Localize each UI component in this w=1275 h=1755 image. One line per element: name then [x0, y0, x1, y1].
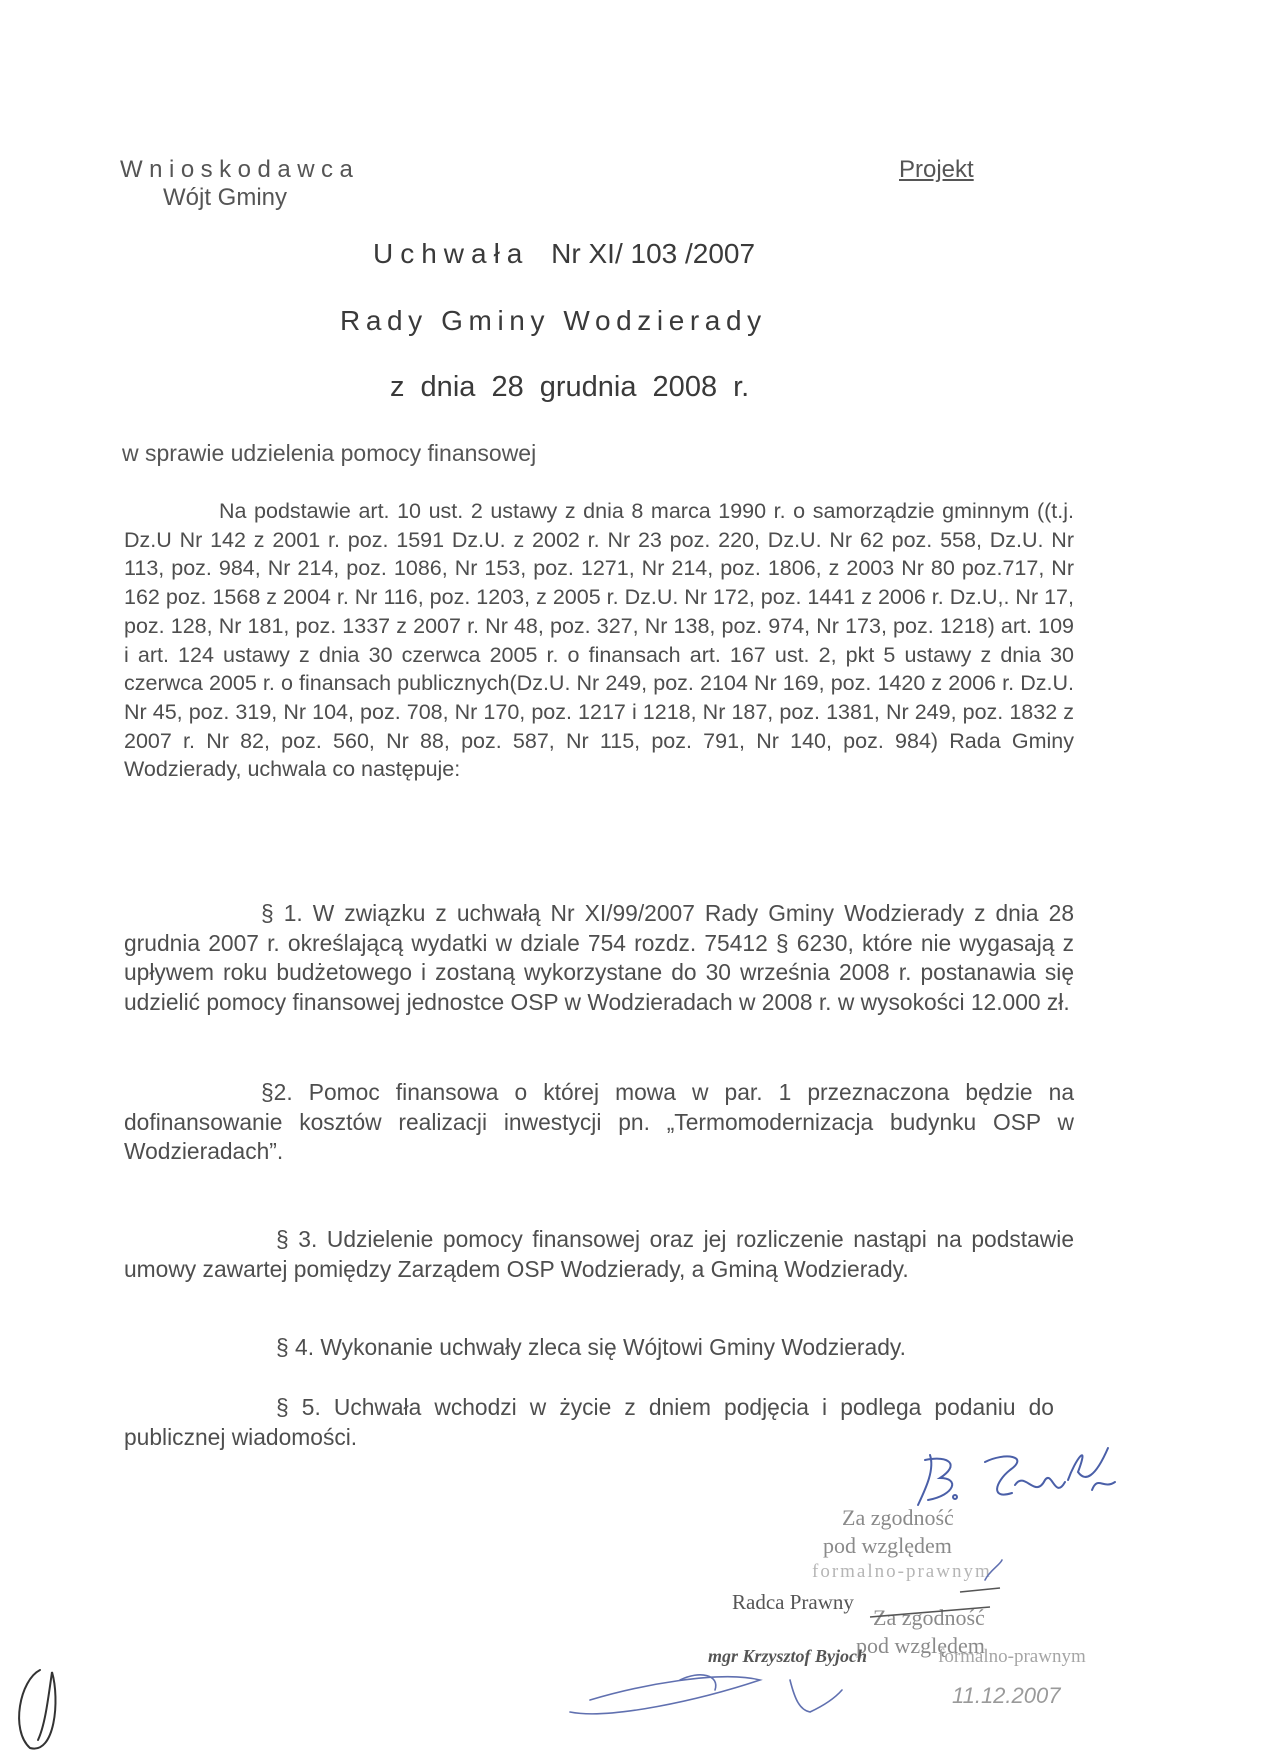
resolution-number: Nr XI/ 103 /2007	[551, 238, 756, 269]
blue-signature	[918, 1448, 1115, 1505]
resolution-date: z dnia 28 grudnia 2008 r.	[390, 371, 750, 403]
handwritten-date: 11.12.2007	[952, 1683, 1061, 1708]
stamp-line-2: pod względem	[823, 1533, 952, 1558]
stamp-line-7: formalno-prawnym	[938, 1646, 1086, 1667]
applicant-label: Wnioskodawca	[120, 156, 360, 183]
stamp-line-1: Za zgodność	[842, 1505, 954, 1530]
stamp-line-6: pod względem	[856, 1633, 985, 1658]
lawyer-name: mgr Krzysztof Byjoch	[708, 1646, 868, 1666]
project-label: Projekt	[899, 156, 974, 183]
paragraph-3: § 3. Udzielenie pomocy finansowej oraz jej rozliczenie nastąpi na podstawie umowy zawartej pomiędzy Zarządem OSP Wodzierady, a Gminą Wodzierady.	[124, 1226, 1074, 1282]
resolution-word: Uchwała	[373, 238, 530, 269]
paragraph-1: § 1. W związku z uchwałą Nr XI/99/2007 Rady Gminy Wodzierady z dnia 28 grudnia 2007 r. określającą wydatki w dziale 754 rozdz. 75412 § 6230, które nie wygasają z upływem roku budżetowego i zostaną wykorzystane do 30 września 2008 r. postanawia się udzielić pomocy finansowej jednostce OSP w Wodzieradach w 2008 r. w wysokości 12.000 zł.	[124, 900, 1074, 1015]
corner-mark	[19, 1670, 55, 1749]
legal-basis-paragraph: Na podstawie art. 10 ust. 2 ustawy z dnia 8 marca 1990 r. o samorządzie gminnym ((t.j. Dz.U Nr 142 z 2001 r. poz. 1591 Dz.U. z 2002 r. Nr 23 poz. 220, Dz.U. Nr 62 poz. 558, Dz.U. Nr 113, poz. 984, Nr 214, poz. 1086, Nr 153, poz. 1271, Nr 214, poz. 1806, z 2003 Nr 80 poz.717, Nr 162 poz. 1568 z 2004 r. Nr 116, poz. 1203, z 2005 r. Dz.U. Nr 172, poz. 1441 z 2006 r. Dz.U,. Nr 17, poz. 128, Nr 181, poz. 1337 z 2007 r. Nr 48, poz. 327, Nr 138, poz. 974, Nr 173, poz. 1218) art. 109 i art. 124 ustawy z dnia 30 czerwca 2005 r. o finansach art. 167 ust. 2, pkt 5 ustawy z dnia 30 czerwca 2005 r. o finansach publicznych(Dz.U. Nr 249, poz. 2104 Nr 169, poz. 1420 z 2006 r. Dz.U. Nr 45, poz. 319, Nr 104, poz. 708, Nr 170, poz. 1217 i 1218, Nr 187, poz. 1381, Nr 249, poz. 1832 z 2007 r. Nr 82, poz. 560, Nr 88, poz. 587, Nr 115, poz. 791, Nr 140, poz. 984) Rada Gminy Wodzierady, uchwala co następuje:	[124, 499, 1074, 782]
blue-paraph	[570, 1560, 1002, 1714]
resolution-subject: w sprawie udzielenia pomocy finansowej	[122, 440, 537, 466]
stamp-line-5: Za zgodność	[873, 1605, 985, 1630]
applicant-name: Wójt Gminy	[163, 184, 288, 211]
paragraph-4: § 4. Wykonanie uchwały zleca się Wójtowi Gminy Wodzierady.	[276, 1334, 906, 1360]
paragraph-2: §2. Pomoc finansowa o której mowa w par. 1 przeznaczona będzie na dofinansowanie kosztów realizacji inwestycji pn. „Termomodernizacja budynku OSP w Wodzieradach”.	[124, 1079, 1074, 1164]
paragraph-5: § 5. Uchwała wchodzi w życie z dniem podjęcia i podlega podaniu do publicznej wiadomości.	[124, 1394, 1054, 1450]
council-name: Rady Gminy Wodzierady	[340, 305, 767, 336]
stamp-line-3: formalno-prawnym	[812, 1561, 992, 1582]
stamp-strikethrough	[870, 1588, 1000, 1617]
radca-prawny-label: Radca Prawny	[732, 1590, 854, 1614]
